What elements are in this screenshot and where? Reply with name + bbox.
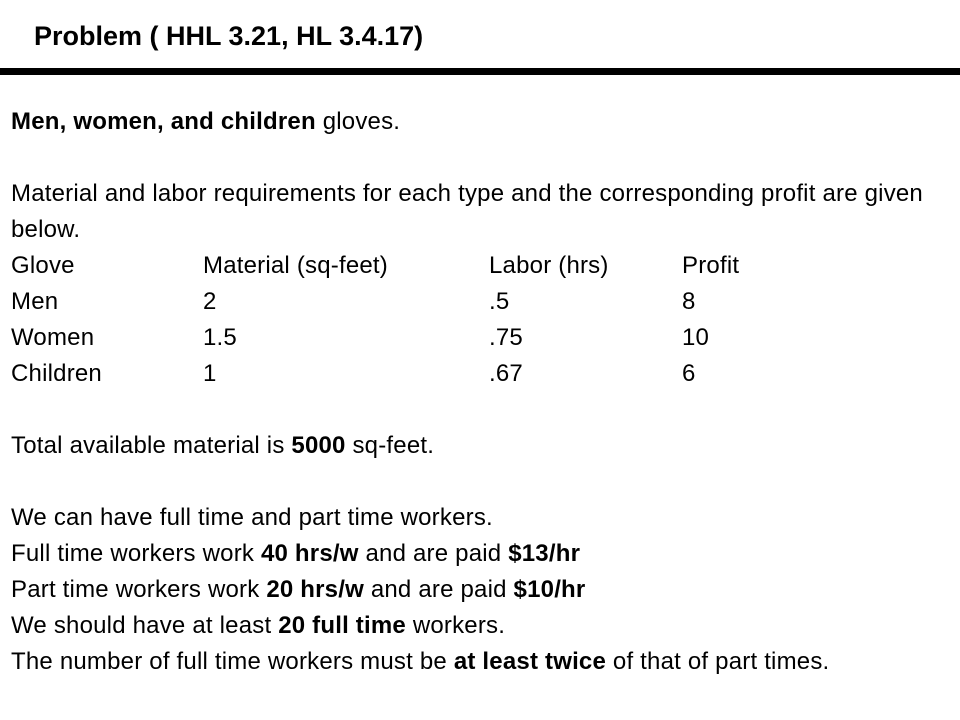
material-unit: sq-feet. bbox=[345, 432, 435, 459]
intro-bold: Men, women, and children bbox=[11, 108, 316, 135]
text: and are paid bbox=[363, 576, 514, 603]
glove-table bbox=[11, 248, 946, 392]
title-divider bbox=[0, 68, 960, 75]
table-header-cell: Glove bbox=[11, 252, 75, 279]
table-cell: 10 bbox=[682, 324, 710, 351]
full-time-rate: $13/hr bbox=[508, 540, 581, 567]
slide-title: Problem ( HHL 3.21, HL 3.4.17) bbox=[34, 21, 424, 51]
material-amount: 5000 bbox=[291, 432, 346, 459]
min-full-time: 20 full time bbox=[278, 612, 406, 639]
workers-line-5 bbox=[11, 644, 946, 680]
table-row bbox=[11, 284, 946, 320]
workers-line-1: We can have full time and part time workers. bbox=[11, 504, 493, 531]
table-header-row bbox=[11, 248, 946, 284]
text: We should have at least bbox=[11, 612, 279, 639]
table-row bbox=[11, 320, 946, 356]
intro-line bbox=[11, 104, 946, 140]
workers-line-4 bbox=[11, 608, 946, 644]
table-cell: .67 bbox=[489, 360, 523, 387]
text: Part time workers work bbox=[11, 576, 267, 603]
material-line bbox=[11, 428, 946, 464]
table-header-cell: Labor (hrs) bbox=[489, 252, 609, 279]
table-cell: 1 bbox=[203, 360, 217, 387]
table-cell: 1.5 bbox=[203, 324, 237, 351]
table-cell: 2 bbox=[203, 288, 217, 315]
table-cell: 8 bbox=[682, 288, 696, 315]
ratio-constraint: at least twice bbox=[453, 648, 607, 675]
intro-rest: gloves. bbox=[315, 108, 401, 135]
text: of that of part times. bbox=[606, 648, 830, 675]
table-cell: Children bbox=[11, 360, 102, 387]
table-cell: .75 bbox=[489, 324, 523, 351]
table-cell: 6 bbox=[682, 360, 696, 387]
table-cell: Women bbox=[11, 324, 95, 351]
part-time-hours: 20 hrs/w bbox=[266, 576, 364, 603]
material-text: Total available material is bbox=[11, 432, 292, 459]
table-cell: Men bbox=[11, 288, 59, 315]
part-time-rate: $10/hr bbox=[513, 576, 586, 603]
workers-line-3 bbox=[11, 572, 946, 608]
text: Full time workers work bbox=[11, 540, 261, 567]
requirements-text: Material and labor requirements for each type and the corresponding profit are given below. bbox=[11, 180, 923, 243]
text: The number of full time workers must be bbox=[11, 648, 454, 675]
text: workers. bbox=[405, 612, 506, 639]
workers-line-2 bbox=[11, 536, 946, 572]
text: and are paid bbox=[358, 540, 509, 567]
slide-body bbox=[11, 104, 946, 680]
table-header-cell: Profit bbox=[682, 252, 740, 279]
table-row bbox=[11, 356, 946, 392]
table-header-cell: Material (sq-feet) bbox=[203, 252, 388, 279]
table-cell: .5 bbox=[489, 288, 510, 315]
full-time-hours: 40 hrs/w bbox=[260, 540, 359, 567]
